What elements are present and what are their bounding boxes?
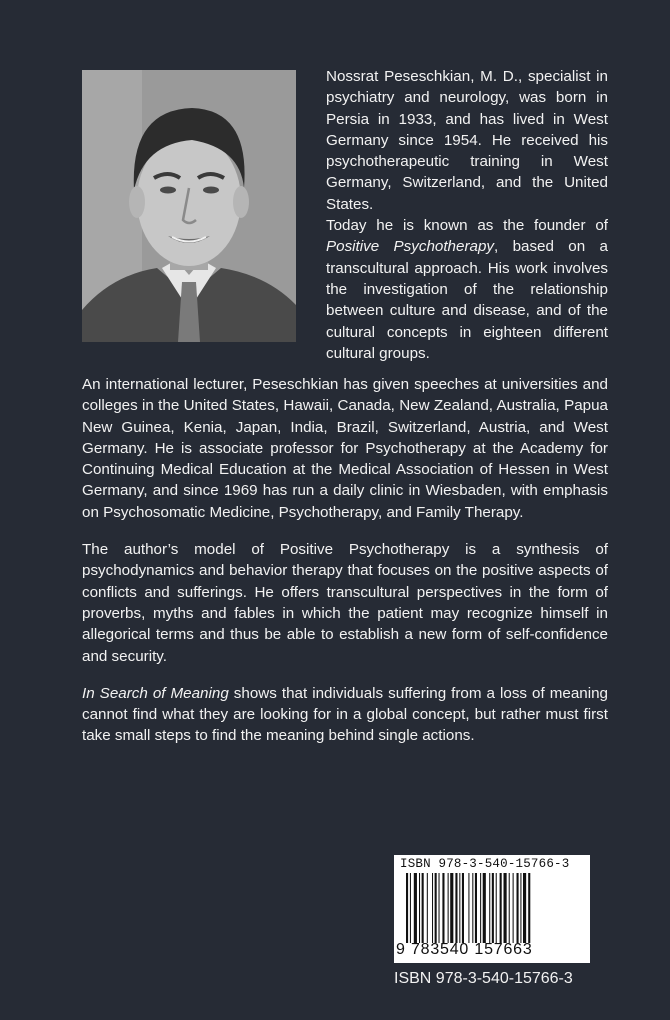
bio-text-after: , based on a transcultural approach. His work involves the investigation of the relationship between culture and disease, and of the cultural concepts in eighteen different cultural groups. [326, 238, 608, 362]
isbn-top-text: ISBN 978-3-540-15766-3 [400, 857, 570, 871]
bio-paragraph-1: Nossrat Peseschkian, M. D., specialist in psychiatry and neurology, was born in Persia in 1933, and has lived in West Germany since 1954. He received his psychotherapeutic training in West Germany, Switzerland, and the United States. [326, 68, 608, 213]
barcode-icon [406, 873, 582, 943]
author-bio [326, 66, 608, 364]
bio-emphasis: Positive Psychotherapy [326, 238, 494, 256]
author-portrait [82, 70, 296, 342]
ean-digits: 9 783540 157663 [396, 941, 533, 958]
description-text: shows that individuals suffering from a loss of meaning cannot find what they are looking for in a global concept, but rather must first take small steps to find the meaning behind single actions. [82, 684, 608, 745]
book-title-emphasis: In Search of Meaning [82, 684, 229, 702]
portrait-image [82, 70, 296, 342]
description-paragraph-1: An international lecturer, Peseschkian has given speeches at universities and colleges in the United States, Hawaii, Canada, New Zealand, Australia, Papua New Guinea, Kenia, Japan, India, Brazil, Switzerland, Austria, and West Germany. He is associate professor for Psychotherapy at the Academy for Continuing Medical Education at the Medical Association of Hessen in West Germany, and since 1969 has run a daily clinic in Wiesbaden, with emphasis on Psychosomatic Medicine, Psychotherapy, and Family Therapy. [82, 376, 608, 521]
isbn-bottom-text: ISBN 978-3-540-15766-3 [394, 970, 573, 987]
book-description [82, 374, 608, 763]
barcode-label [394, 855, 590, 963]
description-paragraph-3 [82, 683, 608, 747]
bio-paragraph-2 [326, 215, 608, 364]
bio-text-before: Today he is known as the founder of [326, 217, 608, 235]
description-paragraph-2: The author’s model of Positive Psychotherapy is a synthesis of psychodynamics and behavior therapy that focuses on the positive aspects of conflicts and sufferings. He offers transcultural perspectives in the form of proverbs, myths and fables in which the patient may recognize himself in allegorical terms and thus be able to establish a new form of self-confidence and security. [82, 541, 608, 665]
